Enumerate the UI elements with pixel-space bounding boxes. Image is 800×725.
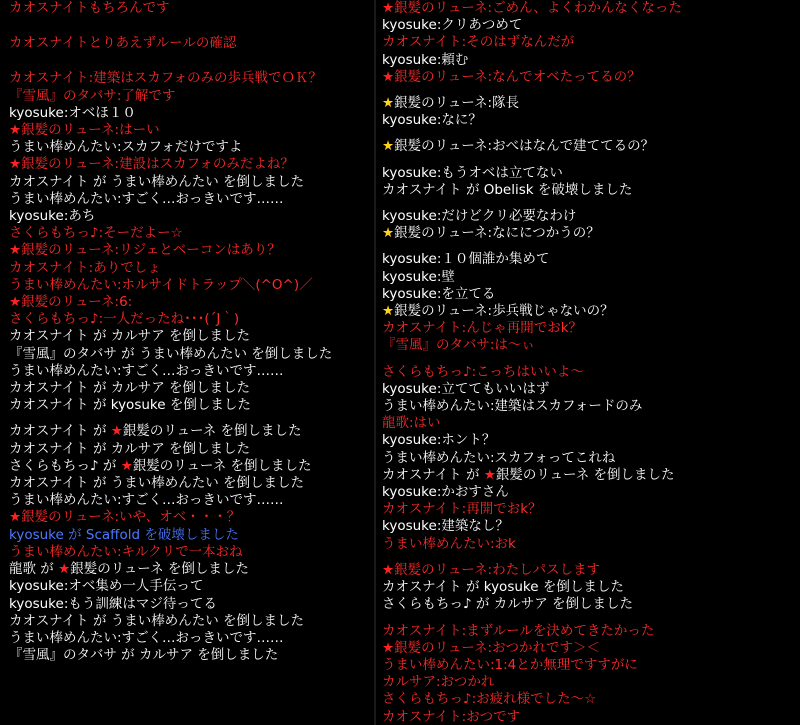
star-icon: ★: [120, 457, 133, 474]
chat-line: さくらもちっ♪:そーだよー☆: [9, 225, 183, 242]
chat-line: kyosuke:を立てる: [382, 285, 496, 302]
chat-line: kyosuke が Scaffold を破壊しました: [9, 526, 239, 543]
chat-line: 龍歌 が ★銀髪のリューネ を倒しました: [9, 561, 249, 578]
chat-spacer: [0, 414, 374, 423]
chat-line: kyosuke:もう訓練はマジ待ってる: [9, 595, 217, 612]
star-icon: ★: [9, 242, 22, 259]
chat-line: さくらもちっ♪:一人だったね･･･(´J｀): [9, 311, 240, 328]
chat-line: ★銀髪のリューネ:ごめん、よくわかんなくなった: [382, 0, 682, 16]
chat-line: うまい棒めんたい:建築はスカフォードのみ: [382, 398, 643, 415]
chat-line: kyosuke:頼む: [382, 51, 469, 68]
chat-line: うまい棒めんたい:おk: [382, 535, 516, 552]
chat-line: ★銀髪のリューネ:わたしパスします: [382, 561, 601, 578]
chat-line: うまい棒めんたい:すごく…おっきいです……: [9, 362, 284, 379]
star-icon: ★: [382, 68, 395, 85]
star-icon: ★: [9, 509, 22, 526]
chat-line: うまい棒めんたい:すごく…おっきいです……: [9, 190, 284, 207]
chat-line: kyosuke:クリあつめて: [382, 17, 523, 34]
chat-line: kyosuke:なに？: [382, 112, 482, 129]
chat-spacer: [376, 156, 800, 165]
star-icon: ★: [483, 466, 496, 483]
chat-spacer: [376, 86, 800, 95]
chat-spacer: [376, 614, 800, 623]
chat-line: カオスナイト が うまい棒めんたい を倒しました: [9, 173, 305, 190]
star-icon: ★: [9, 156, 22, 173]
chat-line: カオスナイト が ★銀髪のリューネ を倒しました: [382, 466, 675, 483]
chat-log-left: [0, 0, 374, 725]
chat-line: うまい棒めんたい:すごく…おっきいです……: [9, 492, 284, 509]
chat-spacer: [376, 199, 800, 208]
chat-line: ★銀髪のリューネ:なににつかうの？: [382, 225, 600, 242]
star-icon: ★: [382, 225, 395, 242]
star-icon: ★: [9, 294, 22, 311]
chat-line: カオスナイト が カルサア を倒しました: [9, 380, 251, 397]
chat-line: ★銀髪のリューネ:おつかれです＞＜: [382, 639, 600, 656]
chat-line: さくらもちっ♪:お疲れ様でした〜☆: [382, 691, 597, 708]
chat-line: ★銀髪のリューネ:歩兵戦じゃないの？: [382, 303, 614, 320]
chat-line: kyosuke:あち: [9, 208, 96, 225]
chat-line: さくらもちっ♪ が カルサア を倒しました: [382, 596, 633, 613]
chat-line: カオスナイトとりあえずルールの確認: [9, 35, 237, 52]
chat-line: 『雪風』のタバサ:了解です: [9, 87, 176, 104]
chat-line: うまい棒めんたい:スカフォってこれね: [382, 449, 616, 466]
chat-log-right: [376, 0, 800, 725]
chat-line: カルサア:おつかれ: [382, 674, 495, 691]
chat-spacer: [376, 242, 800, 251]
chat-line: カオスナイト が うまい棒めんたい を倒しました: [9, 612, 305, 629]
chat-line: カオスナイト が うまい棒めんたい を倒しました: [9, 475, 305, 492]
star-icon: ★: [382, 0, 395, 16]
chat-line: カオスナイト:まずルールを決めてきたかった: [382, 622, 655, 639]
chat-line: 『雪風』のタバサ が うまい棒めんたい を倒しました: [9, 345, 333, 362]
chat-line: kyosuke:１０個誰か集めて: [382, 251, 550, 268]
star-icon: ★: [382, 561, 395, 578]
chat-line: ★銀髪のリューネ:建設はスカフォのみだよね？: [9, 156, 294, 173]
star-icon: ★: [382, 138, 395, 155]
chat-line: うまい棒めんたい:ホルサイドトラップ＼(^O^)／: [9, 276, 313, 293]
chat-spacer: [0, 17, 374, 35]
chat-line: kyosuke:オベほ１０: [9, 104, 136, 121]
chat-line: kyosuke:だけどクリ必要なわけ: [382, 208, 577, 225]
star-icon: ★: [9, 122, 22, 139]
chat-line: カオスナイト:再開でおk？: [382, 501, 542, 518]
chat-line: カオスナイト が カルサア を倒しました: [9, 328, 251, 345]
star-icon: ★: [382, 95, 395, 112]
chat-line: うまい棒めんたい:スカフォだけですよ: [9, 139, 243, 156]
chat-line: カオスナイト が カルサア を倒しました: [9, 440, 251, 457]
chat-line: カオスナイト:ありでしょ: [9, 259, 161, 276]
chat-line: カオスナイト:そのはずなんだが: [382, 34, 575, 51]
chat-line: ★銀髪のリューネ:おべはなんで建ててるの？: [382, 138, 655, 155]
chat-line: カオスナイト が kyosuke を倒しました: [9, 397, 251, 414]
chat-line: kyosuke:かおすさん: [382, 484, 509, 501]
chat-line: 『雪風』のタバサ が カルサア を倒しました: [9, 647, 279, 664]
chat-spacer: [376, 553, 800, 562]
star-icon: ★: [382, 303, 395, 320]
chat-line: ★銀髪のリューネ:はーい: [9, 122, 160, 139]
star-icon: ★: [58, 561, 71, 578]
chat-line: kyosuke:もうオベは立てない: [382, 164, 563, 181]
chat-line: 龍歌:はい: [382, 415, 441, 432]
chat-line: kyosuke:建築なし？: [382, 518, 509, 535]
chat-line: kyosuke:壁: [382, 268, 455, 285]
chat-line: カオスナイト:おつです: [382, 708, 521, 725]
chat-line: ★銀髪のリューネ:隊長: [382, 95, 520, 112]
chat-spacer: [376, 355, 800, 364]
chat-line: ★銀髪のリューネ:6:: [9, 294, 133, 311]
chat-line: うまい棒めんたい:すごく…おっきいです……: [9, 629, 284, 646]
chat-line: うまい棒めんたい:1:4とか無理ですすがに: [382, 656, 638, 673]
star-icon: ★: [382, 639, 395, 656]
chat-line: カオスナイト:建築はスカフォのみの歩兵戦でＯＫ？: [9, 70, 323, 87]
chat-spacer: [376, 129, 800, 138]
chat-spacer: [0, 52, 374, 70]
chat-line: ★銀髪のリューネ:いや、オベ・・・？: [9, 509, 241, 526]
chat-line: kyosuke:ホント？: [382, 432, 496, 449]
chat-line: カオスナイト が kyosuke を倒しました: [382, 579, 624, 596]
chat-line: カオスナイトもちろんです: [9, 0, 170, 16]
chat-line: カオスナイト が Obelisk を破壊しました: [382, 181, 633, 198]
chat-line: カオスナイト が ★銀髪のリューネ を倒しました: [9, 423, 302, 440]
chat-line: kyosuke:立ててもいいはず: [382, 380, 550, 397]
chat-line: ★銀髪のリューネ:なんでオベたってるの？: [382, 68, 641, 85]
chat-line: さくらもちっ♪:こっちはいいよ〜: [382, 363, 584, 380]
chat-line: kyosuke:オベ集め一人手伝って: [9, 578, 204, 595]
chat-line: さくらもちっ♪ が ★銀髪のリューネ を倒しました: [9, 457, 312, 474]
chat-line: ★銀髪のリューネ:リジェとベーコンはあり？: [9, 242, 281, 259]
chat-line: うまい棒めんたい:キルクリで一本おね: [9, 543, 243, 560]
chat-line: カオスナイト:んじゃ再開でおk？: [382, 320, 583, 337]
star-icon: ★: [110, 423, 123, 440]
chat-line: 『雪風』のタバサ:は〜ぃ: [382, 337, 535, 354]
